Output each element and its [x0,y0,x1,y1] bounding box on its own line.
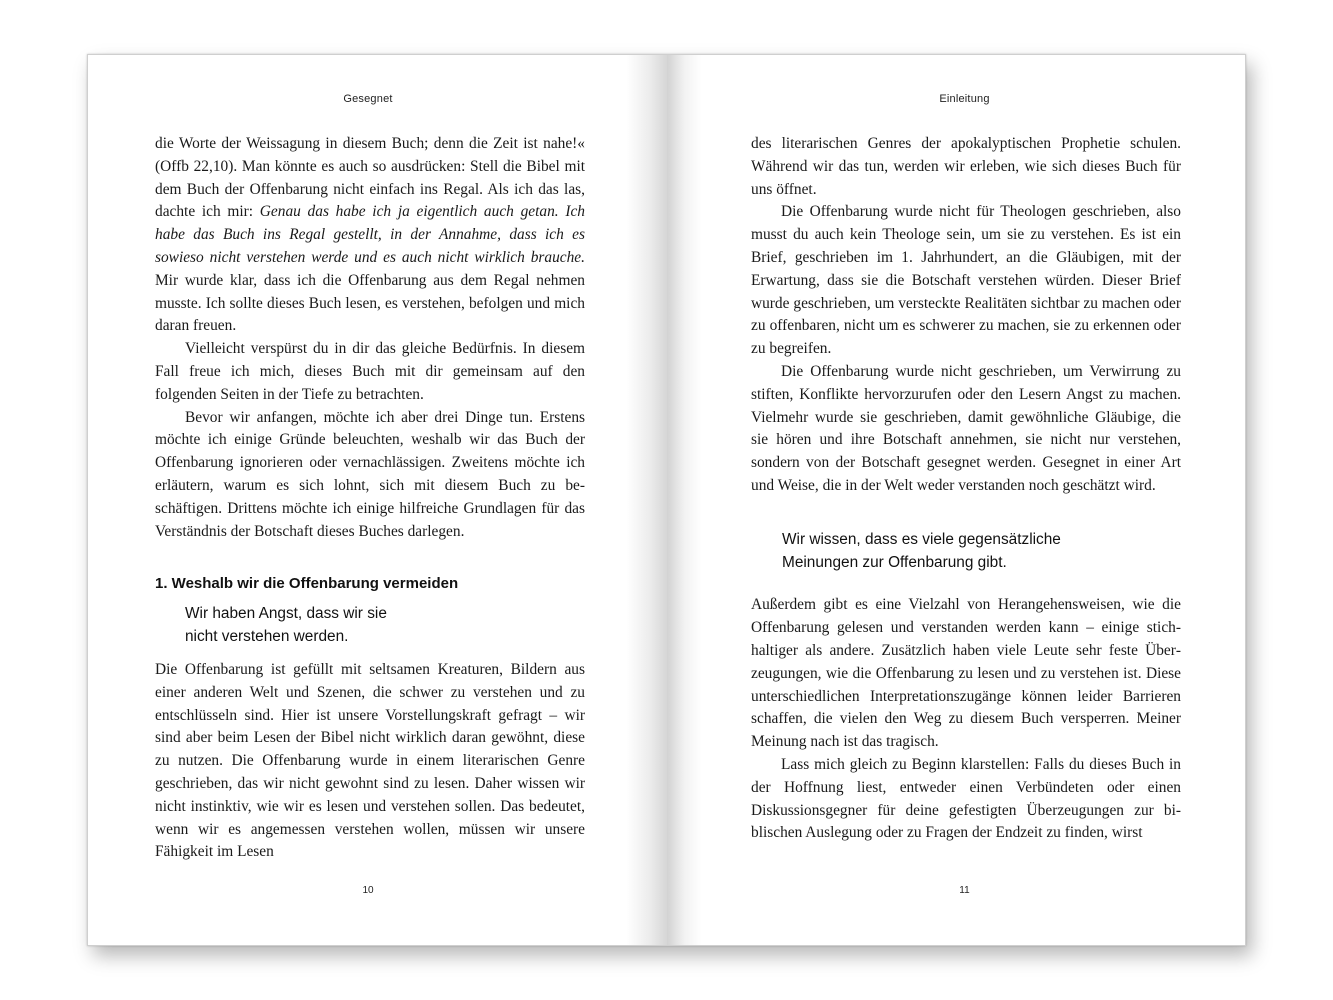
section-heading: 1. Weshalb wir die Offenbarung vermeiden [155,575,459,593]
book-spread [87,54,1246,946]
italic-passage: Genau das habe ich ja eigentlich auch getan. Ich habe das Buch ins Regal gestellt, in der Annahme, dass ich es sowieso nicht verstehen werde und es auch nicht wirklich brauche. [155,203,585,266]
paragraph: Die Offenbarung ist gefüllt mit seltsamen Kreaturen, Bildern aus einer anderen Welt und Szenen, die schwer zu verstehen und zu entschlüsseln sind. Hier ist unsere Vorstellungskraft gefragt – wir sind aber beim Lesen der Bibel nicht wirklich daran gewöhnt, diese zu nutzen. Die Offenbarung wurde in einem literarischen Genre geschrieben, das wir nicht gewohnt sind zu lesen. Daher wissen wir nicht instinktiv, wie wir es lesen und verstehen sollen. Das bedeutet, wenn wir es angemessen verstehen wollen, müssen wir unsere Fähigkeit im Lesen [155,660,585,861]
body-text [155,133,585,864]
left-page [87,54,667,946]
page-number: 10 [362,885,374,896]
paragraph: des literarischen Genres der apokalyptischen Prophetie schulen. Während wir das tun, werden wir erleben, wie sich dieses Buch für uns öffnet. [751,135,1181,198]
body-text [751,133,1181,845]
paragraph: Lass mich gleich zu Beginn klarstellen: Falls du dieses Buch in der Hoffnung liest, entweder einen Verbündeten oder einen Diskussionsgegner für deine gefestigten Überzeugungen zur biblischen Auslegung oder zu Fragen der Endzeit zu finden, wirst [751,755,1181,842]
right-page [667,54,1246,946]
running-head: Einleitung [939,93,990,105]
running-head: Gesegnet [343,93,393,105]
pull-quote: Wir wissen, dass es viele gegensätzliche Meinungen zur Offenbarung gibt. [782,530,1061,571]
paragraph: die Worte der Weissagung in diesem Buch; denn die Zeit ist nahe!« (Offb 22,10). Man könnte es auch so ausdrücken: Stell die Bibel mit dem Buch der Offenbarung nicht einfach ins Regal. Als ich das las, dachte ich mir: Genau das habe ich ja eigentlich auch getan. Ich habe das Buch ins Regal gestellt, in der Annahme, dass ich es sowieso nicht verstehen werde und es auch nicht wirklich brauche. Mir wurde klar, dass ich die Offenbarung aus dem Regal nehmen musste. Ich sollte dieses Buch lesen, es verstehen, befolgen und mich daran freuen. [155,135,585,335]
paragraph: Bevor wir anfangen, möchte ich aber drei Dinge tun. Erstens möchte ich einige Gründe beleuchten, weshalb wir das Buch der Offenbarung ignorieren oder vernachlässigen. Zweitens möchte ich erläutern, warum es sich lohnt, sich mit diesem Buch zu beschäftigen. Drittens möchte ich einige hilfreiche Grundlagen für das Verständnis der Botschaft dieses Buches darlegen. [155,408,585,540]
page-number: 11 [959,885,970,896]
paragraph: Die Offenbarung wurde nicht geschrieben, um Verwirrung zu stiften, Konflikte hervorzurufen oder den Lesern Angst zu machen. Vielmehr wurde sie geschrieben, damit gewöhnliche Gläubige, die sie hören und ihre Botschaft annehmen, sie nicht nur verstehen, sondern von der Botschaft gesegnet werden. Gesegnet in einer Art und Weise, die in der Welt weder verstanden noch geschätzt wird. [751,362,1181,494]
paragraph: Vielleicht verspürst du in dir das gleiche Bedürfnis. In diesem Fall freue ich mich, dieses Buch mit dir gemeinsam auf den folgenden Seiten in der Tiefe zu betrachten. [155,340,585,403]
paragraph: Außerdem gibt es eine Vielzahl von Herangehensweisen, wie die Offenbarung gelesen und verstanden werden kann – einige stichhaltiger als andere. Zusätzlich haben viele Leute sehr feste Überzeugungen, wie die Offenbarung zu lesen und zu verstehen ist. Diese unterschiedlichen Interpretationszugänge können leider Barrieren schaffen, die vielen den Weg zu diesem Buch versperren. Meiner Meinung nach ist das tragisch. [751,596,1181,751]
paragraph: Die Offenbarung wurde nicht für Theologen geschrieben, also musst du auch kein Theologe sein, um sie zu verstehen. Es ist ein Brief, geschrieben im 1. Jahrhundert, an die Gläubigen, mit der Erwartung, dass sie die Botschaft verstehen würden. Dieser Brief wurde geschrieben, um versteckte Realitäten sichtbar zu machen oder zu offenbaren, nicht um es schwerer zu machen, sie zu erkennen oder zu begreifen. [751,203,1181,358]
pull-quote: Wir haben Angst, dass wir sie nicht verstehen werden. [185,605,387,646]
